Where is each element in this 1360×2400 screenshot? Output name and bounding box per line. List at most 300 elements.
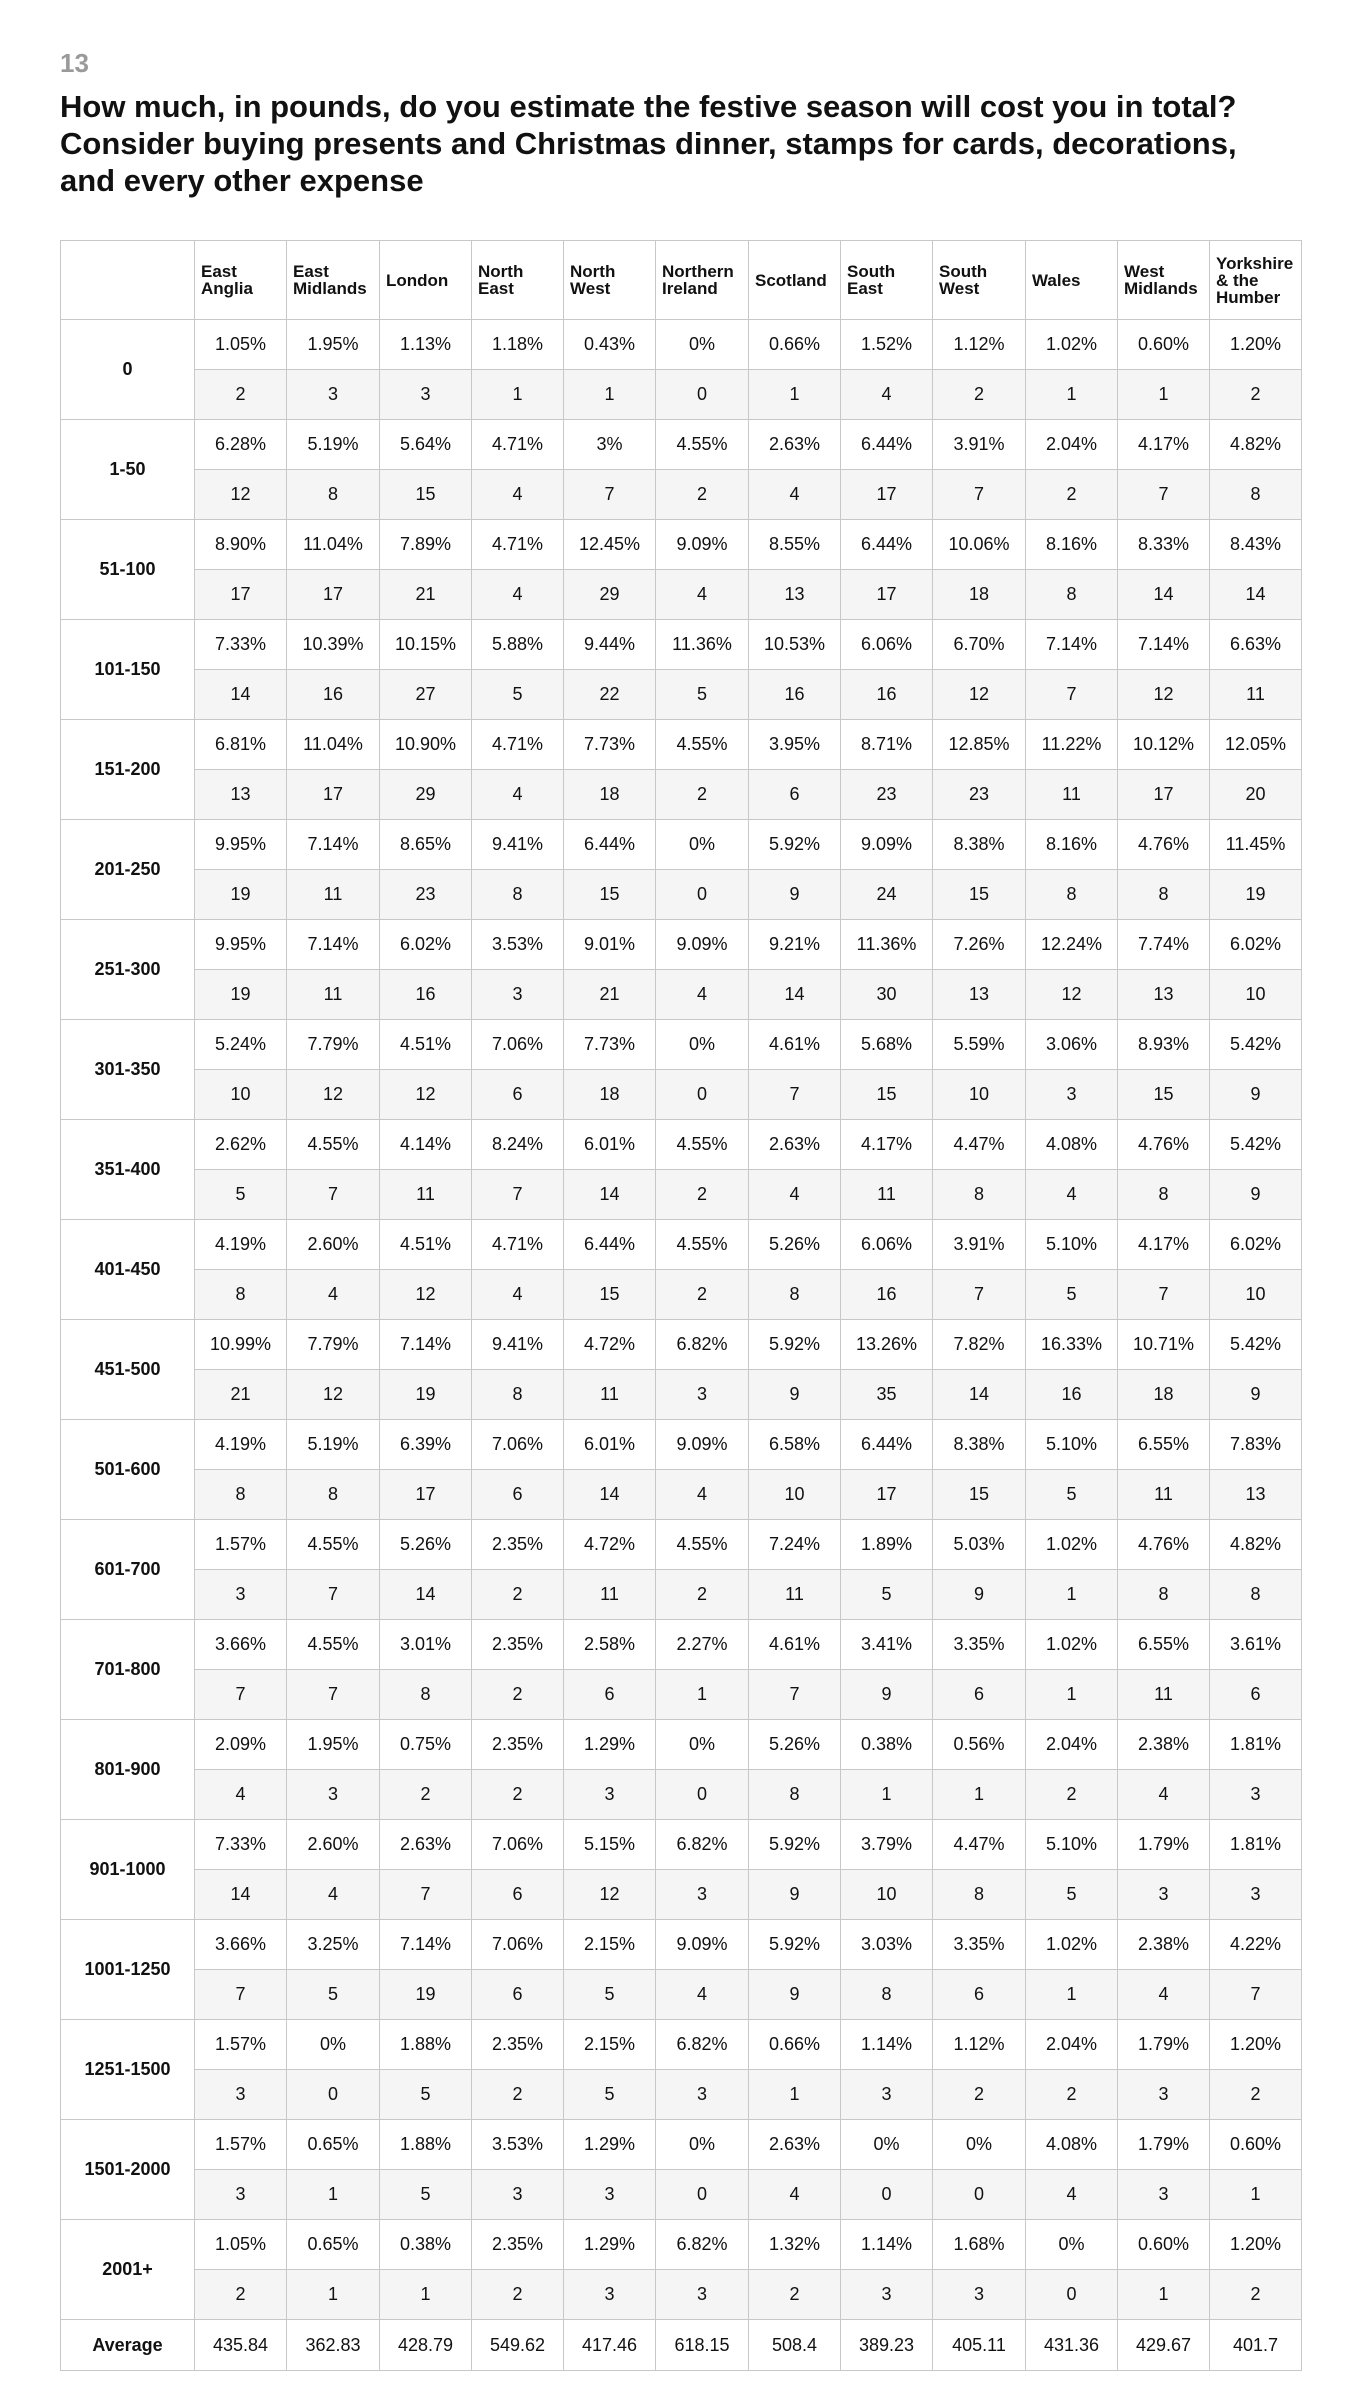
table-row <box>61 670 1302 720</box>
percent-cell: 6.70% <box>933 620 1026 670</box>
table-row <box>61 1320 1302 1370</box>
percent-cell: 3% <box>564 420 656 470</box>
percent-cell: 6.02% <box>1210 1220 1302 1270</box>
count-cell: 2 <box>656 1270 749 1320</box>
count-cell: 1 <box>1026 1970 1118 2020</box>
percent-cell: 9.41% <box>472 820 564 870</box>
count-cell: 6 <box>933 1970 1026 2020</box>
row-header: 151-200 <box>61 720 195 820</box>
count-cell: 2 <box>1210 2070 1302 2120</box>
percent-cell: 7.14% <box>380 1320 472 1370</box>
count-cell: 7 <box>287 1570 380 1620</box>
percent-cell: 0.66% <box>749 320 841 370</box>
table-header-row <box>61 241 1302 320</box>
count-cell: 11 <box>287 870 380 920</box>
count-cell: 18 <box>564 770 656 820</box>
percent-cell: 5.24% <box>195 1020 287 1070</box>
percent-cell: 3.66% <box>195 1620 287 1670</box>
percent-cell: 6.63% <box>1210 620 1302 670</box>
percent-cell: 6.06% <box>841 620 933 670</box>
count-cell: 6 <box>1210 1670 1302 1720</box>
percent-cell: 6.44% <box>841 520 933 570</box>
average-cell: 431.36 <box>1026 2320 1118 2371</box>
percent-cell: 4.55% <box>656 1520 749 1570</box>
percent-cell: 4.55% <box>287 1620 380 1670</box>
percent-cell: 7.26% <box>933 920 1026 970</box>
percent-cell: 0% <box>656 2120 749 2170</box>
percent-cell: 8.16% <box>1026 520 1118 570</box>
count-cell: 0 <box>656 2170 749 2220</box>
percent-cell: 2.38% <box>1118 1720 1210 1770</box>
count-cell: 11 <box>1118 1470 1210 1520</box>
count-cell: 1 <box>472 370 564 420</box>
percent-cell: 3.91% <box>933 1220 1026 1270</box>
percent-cell: 6.39% <box>380 1420 472 1470</box>
count-cell: 0 <box>656 1770 749 1820</box>
count-cell: 8 <box>1118 1570 1210 1620</box>
percent-cell: 3.03% <box>841 1920 933 1970</box>
average-cell: 508.4 <box>749 2320 841 2371</box>
percent-cell: 0.38% <box>841 1720 933 1770</box>
percent-cell: 9.95% <box>195 920 287 970</box>
percent-cell: 5.64% <box>380 420 472 470</box>
percent-cell: 7.82% <box>933 1320 1026 1370</box>
table-row <box>61 1120 1302 1170</box>
count-cell: 0 <box>656 870 749 920</box>
count-cell: 15 <box>933 870 1026 920</box>
count-cell: 2 <box>195 370 287 420</box>
percent-cell: 1.20% <box>1210 320 1302 370</box>
table-row <box>61 1820 1302 1870</box>
percent-cell: 1.81% <box>1210 1820 1302 1870</box>
count-cell: 5 <box>195 1170 287 1220</box>
count-cell: 17 <box>1118 770 1210 820</box>
count-cell: 1 <box>287 2170 380 2220</box>
percent-cell: 6.82% <box>656 2020 749 2070</box>
percent-cell: 6.82% <box>656 2220 749 2270</box>
percent-cell: 7.33% <box>195 1820 287 1870</box>
percent-cell: 12.05% <box>1210 720 1302 770</box>
average-cell: 549.62 <box>472 2320 564 2371</box>
count-cell: 9 <box>1210 1070 1302 1120</box>
percent-cell: 10.53% <box>749 620 841 670</box>
percent-cell: 5.42% <box>1210 1320 1302 1370</box>
count-cell: 1 <box>1210 2170 1302 2220</box>
percent-cell: 1.95% <box>287 1720 380 1770</box>
count-cell: 12 <box>1118 670 1210 720</box>
count-cell: 8 <box>1118 1170 1210 1220</box>
average-cell: 405.11 <box>933 2320 1026 2371</box>
count-cell: 12 <box>287 1370 380 1420</box>
table-row <box>61 320 1302 370</box>
count-cell: 4 <box>749 1170 841 1220</box>
count-cell: 3 <box>564 1770 656 1820</box>
count-cell: 14 <box>1118 570 1210 620</box>
average-cell: 417.46 <box>564 2320 656 2371</box>
count-cell: 2 <box>933 370 1026 420</box>
percent-cell: 1.29% <box>564 1720 656 1770</box>
table-row <box>61 1570 1302 1620</box>
count-cell: 15 <box>841 1070 933 1120</box>
percent-cell: 9.09% <box>841 820 933 870</box>
count-cell: 8 <box>472 870 564 920</box>
count-cell: 8 <box>1026 870 1118 920</box>
count-cell: 1 <box>1118 2270 1210 2320</box>
count-cell: 2 <box>656 1570 749 1620</box>
percent-cell: 4.14% <box>380 1120 472 1170</box>
table-row <box>61 1720 1302 1770</box>
count-cell: 20 <box>1210 770 1302 820</box>
percent-cell: 1.13% <box>380 320 472 370</box>
percent-cell: 12.85% <box>933 720 1026 770</box>
percent-cell: 5.19% <box>287 1420 380 1470</box>
count-cell: 16 <box>380 970 472 1020</box>
percent-cell: 0.56% <box>933 1720 1026 1770</box>
percent-cell: 2.35% <box>472 1620 564 1670</box>
count-cell: 4 <box>195 1770 287 1820</box>
count-cell: 16 <box>1026 1370 1118 1420</box>
count-cell: 1 <box>380 2270 472 2320</box>
count-cell: 5 <box>380 2170 472 2220</box>
column-header: London <box>380 241 472 320</box>
row-header: 301-350 <box>61 1020 195 1120</box>
percent-cell: 8.93% <box>1118 1020 1210 1070</box>
count-cell: 16 <box>841 670 933 720</box>
count-cell: 17 <box>841 470 933 520</box>
percent-cell: 3.61% <box>1210 1620 1302 1670</box>
count-cell: 3 <box>472 970 564 1020</box>
count-cell: 7 <box>1118 1270 1210 1320</box>
percent-cell: 11.04% <box>287 720 380 770</box>
count-cell: 2 <box>933 2070 1026 2120</box>
percent-cell: 8.38% <box>933 820 1026 870</box>
percent-cell: 1.79% <box>1118 1820 1210 1870</box>
count-cell: 1 <box>564 370 656 420</box>
percent-cell: 4.17% <box>841 1120 933 1170</box>
count-cell: 14 <box>195 1870 287 1920</box>
percent-cell: 9.09% <box>656 1420 749 1470</box>
count-cell: 11 <box>564 1370 656 1420</box>
percent-cell: 4.55% <box>656 1220 749 1270</box>
percent-cell: 2.63% <box>749 420 841 470</box>
count-cell: 5 <box>841 1570 933 1620</box>
percent-cell: 4.71% <box>472 420 564 470</box>
count-cell: 2 <box>380 1770 472 1820</box>
percent-cell: 9.41% <box>472 1320 564 1370</box>
percent-cell: 0% <box>656 820 749 870</box>
table-row <box>61 1770 1302 1820</box>
count-cell: 18 <box>564 1070 656 1120</box>
count-cell: 16 <box>841 1270 933 1320</box>
percent-cell: 5.42% <box>1210 1020 1302 1070</box>
row-header: 201-250 <box>61 820 195 920</box>
percent-cell: 5.59% <box>933 1020 1026 1070</box>
table-body <box>61 320 1302 2371</box>
percent-cell: 1.88% <box>380 2120 472 2170</box>
table-row <box>61 470 1302 520</box>
percent-cell: 2.58% <box>564 1620 656 1670</box>
count-cell: 6 <box>472 1470 564 1520</box>
percent-cell: 2.60% <box>287 1220 380 1270</box>
table-row <box>61 1070 1302 1120</box>
percent-cell: 0% <box>841 2120 933 2170</box>
count-cell: 7 <box>933 1270 1026 1320</box>
percent-cell: 2.04% <box>1026 420 1118 470</box>
percent-cell: 8.38% <box>933 1420 1026 1470</box>
column-header: North West <box>564 241 656 320</box>
count-cell: 9 <box>1210 1370 1302 1420</box>
percent-cell: 1.14% <box>841 2020 933 2070</box>
count-cell: 7 <box>749 1670 841 1720</box>
count-cell: 11 <box>749 1570 841 1620</box>
percent-cell: 2.63% <box>749 2120 841 2170</box>
percent-cell: 0% <box>656 1020 749 1070</box>
count-cell: 1 <box>656 1670 749 1720</box>
percent-cell: 16.33% <box>1026 1320 1118 1370</box>
percent-cell: 6.28% <box>195 420 287 470</box>
count-cell: 22 <box>564 670 656 720</box>
percent-cell: 7.73% <box>564 1020 656 1070</box>
count-cell: 0 <box>656 370 749 420</box>
percent-cell: 6.44% <box>564 820 656 870</box>
percent-cell: 9.01% <box>564 920 656 970</box>
percent-cell: 5.92% <box>749 1320 841 1370</box>
count-cell: 0 <box>1026 2270 1118 2320</box>
percent-cell: 4.19% <box>195 1420 287 1470</box>
percent-cell: 8.90% <box>195 520 287 570</box>
table-row <box>61 1170 1302 1220</box>
count-cell: 8 <box>287 470 380 520</box>
count-cell: 2 <box>472 2070 564 2120</box>
percent-cell: 7.06% <box>472 1420 564 1470</box>
percent-cell: 11.36% <box>656 620 749 670</box>
percent-cell: 10.39% <box>287 620 380 670</box>
percent-cell: 7.06% <box>472 1920 564 1970</box>
count-cell: 17 <box>841 1470 933 1520</box>
count-cell: 8 <box>380 1670 472 1720</box>
table-row <box>61 1970 1302 2020</box>
count-cell: 6 <box>472 1970 564 2020</box>
count-cell: 9 <box>1210 1170 1302 1220</box>
count-cell: 3 <box>656 2270 749 2320</box>
percent-cell: 1.18% <box>472 320 564 370</box>
count-cell: 11 <box>1026 770 1118 820</box>
count-cell: 19 <box>195 870 287 920</box>
percent-cell: 3.06% <box>1026 1020 1118 1070</box>
table-row <box>61 1270 1302 1320</box>
count-cell: 10 <box>1210 970 1302 1020</box>
table-row <box>61 1420 1302 1470</box>
row-header: 1501-2000 <box>61 2120 195 2220</box>
percent-cell: 6.58% <box>749 1420 841 1470</box>
percent-cell: 5.26% <box>380 1520 472 1570</box>
percent-cell: 2.35% <box>472 1520 564 1570</box>
percent-cell: 1.52% <box>841 320 933 370</box>
count-cell: 15 <box>564 1270 656 1320</box>
percent-cell: 8.65% <box>380 820 472 870</box>
table-row <box>61 1620 1302 1670</box>
table-row <box>61 1020 1302 1070</box>
percent-cell: 0.43% <box>564 320 656 370</box>
percent-cell: 6.55% <box>1118 1420 1210 1470</box>
count-cell: 2 <box>656 470 749 520</box>
count-cell: 12 <box>564 1870 656 1920</box>
percent-cell: 6.02% <box>1210 920 1302 970</box>
count-cell: 1 <box>1026 1570 1118 1620</box>
percent-cell: 4.72% <box>564 1320 656 1370</box>
table-row <box>61 2270 1302 2320</box>
count-cell: 2 <box>1210 370 1302 420</box>
count-cell: 2 <box>1026 1770 1118 1820</box>
count-cell: 4 <box>287 1870 380 1920</box>
count-cell: 11 <box>564 1570 656 1620</box>
average-cell: 429.67 <box>1118 2320 1210 2371</box>
percent-cell: 7.14% <box>287 820 380 870</box>
percent-cell: 10.15% <box>380 620 472 670</box>
count-cell: 10 <box>195 1070 287 1120</box>
percent-cell: 8.55% <box>749 520 841 570</box>
percent-cell: 0% <box>656 320 749 370</box>
count-cell: 7 <box>1026 670 1118 720</box>
count-cell: 6 <box>564 1670 656 1720</box>
count-cell: 8 <box>749 1770 841 1820</box>
count-cell: 8 <box>933 1870 1026 1920</box>
count-cell: 1 <box>1026 1670 1118 1720</box>
row-header: 0 <box>61 320 195 420</box>
percent-cell: 4.51% <box>380 1020 472 1070</box>
percent-cell: 6.01% <box>564 1120 656 1170</box>
average-cell: 428.79 <box>380 2320 472 2371</box>
column-header: Northern Ireland <box>656 241 749 320</box>
count-cell: 3 <box>564 2270 656 2320</box>
count-cell: 5 <box>564 1970 656 2020</box>
count-cell: 24 <box>841 870 933 920</box>
percent-cell: 1.14% <box>841 2220 933 2270</box>
percent-cell: 9.21% <box>749 920 841 970</box>
percent-cell: 6.44% <box>841 420 933 470</box>
count-cell: 4 <box>472 1270 564 1320</box>
percent-cell: 2.60% <box>287 1820 380 1870</box>
percent-cell: 11.45% <box>1210 820 1302 870</box>
count-cell: 11 <box>1118 1670 1210 1720</box>
count-cell: 4 <box>472 770 564 820</box>
row-header: 1251-1500 <box>61 2020 195 2120</box>
count-cell: 8 <box>1118 870 1210 920</box>
percent-cell: 3.53% <box>472 920 564 970</box>
percent-cell: 3.25% <box>287 1920 380 1970</box>
count-cell: 0 <box>287 2070 380 2120</box>
row-header: 1001-1250 <box>61 1920 195 2020</box>
percent-cell: 6.01% <box>564 1420 656 1470</box>
count-cell: 9 <box>841 1670 933 1720</box>
count-cell: 7 <box>287 1670 380 1720</box>
column-header: Wales <box>1026 241 1118 320</box>
table-row <box>61 420 1302 470</box>
count-cell: 10 <box>1210 1270 1302 1320</box>
count-cell: 13 <box>1210 1470 1302 1520</box>
percent-cell: 9.09% <box>656 920 749 970</box>
count-cell: 14 <box>380 1570 472 1620</box>
count-cell: 21 <box>195 1370 287 1420</box>
percent-cell: 4.71% <box>472 520 564 570</box>
percent-cell: 7.83% <box>1210 1420 1302 1470</box>
count-cell: 3 <box>656 1370 749 1420</box>
table-row <box>61 1920 1302 1970</box>
percent-cell: 1.79% <box>1118 2120 1210 2170</box>
percent-cell: 1.57% <box>195 2120 287 2170</box>
column-header: Scotland <box>749 241 841 320</box>
percent-cell: 5.10% <box>1026 1820 1118 1870</box>
count-cell: 0 <box>656 1070 749 1120</box>
percent-cell: 5.10% <box>1026 1420 1118 1470</box>
count-cell: 4 <box>656 570 749 620</box>
table-row <box>61 920 1302 970</box>
percent-cell: 5.68% <box>841 1020 933 1070</box>
table-row <box>61 820 1302 870</box>
column-header: West Midlands <box>1118 241 1210 320</box>
count-cell: 13 <box>195 770 287 820</box>
count-cell: 14 <box>564 1470 656 1520</box>
table-row <box>61 2170 1302 2220</box>
percent-cell: 1.02% <box>1026 1620 1118 1670</box>
count-cell: 7 <box>933 470 1026 520</box>
percent-cell: 3.95% <box>749 720 841 770</box>
percent-cell: 5.26% <box>749 1220 841 1270</box>
count-cell: 3 <box>1118 2070 1210 2120</box>
count-cell: 5 <box>380 2070 472 2120</box>
count-cell: 29 <box>380 770 472 820</box>
percent-cell: 4.08% <box>1026 2120 1118 2170</box>
count-cell: 15 <box>380 470 472 520</box>
percent-cell: 1.20% <box>1210 2220 1302 2270</box>
count-cell: 4 <box>287 1270 380 1320</box>
table-row <box>61 2020 1302 2070</box>
table-row <box>61 1870 1302 1920</box>
count-cell: 8 <box>287 1470 380 1520</box>
count-cell: 2 <box>1026 2070 1118 2120</box>
average-cell: 362.83 <box>287 2320 380 2371</box>
count-cell: 2 <box>656 1170 749 1220</box>
percent-cell: 1.02% <box>1026 320 1118 370</box>
count-cell: 8 <box>933 1170 1026 1220</box>
count-cell: 4 <box>656 1970 749 2020</box>
percent-cell: 11.04% <box>287 520 380 570</box>
percent-cell: 2.15% <box>564 2020 656 2070</box>
percent-cell: 2.63% <box>380 1820 472 1870</box>
percent-cell: 13.26% <box>841 1320 933 1370</box>
count-cell: 1 <box>1026 370 1118 420</box>
percent-cell: 1.95% <box>287 320 380 370</box>
percent-cell: 2.09% <box>195 1720 287 1770</box>
percent-cell: 10.12% <box>1118 720 1210 770</box>
percent-cell: 0.66% <box>749 2020 841 2070</box>
count-cell: 4 <box>749 2170 841 2220</box>
percent-cell: 0.65% <box>287 2120 380 2170</box>
count-cell: 1 <box>1118 370 1210 420</box>
count-cell: 4 <box>656 970 749 1020</box>
percent-cell: 7.74% <box>1118 920 1210 970</box>
count-cell: 0 <box>841 2170 933 2220</box>
percent-cell: 10.90% <box>380 720 472 770</box>
row-header: 51-100 <box>61 520 195 620</box>
count-cell: 19 <box>195 970 287 1020</box>
count-cell: 17 <box>287 570 380 620</box>
column-header: North East <box>472 241 564 320</box>
percent-cell: 0% <box>656 1720 749 1770</box>
results-table <box>60 240 1302 2371</box>
count-cell: 2 <box>656 770 749 820</box>
percent-cell: 6.44% <box>564 1220 656 1270</box>
